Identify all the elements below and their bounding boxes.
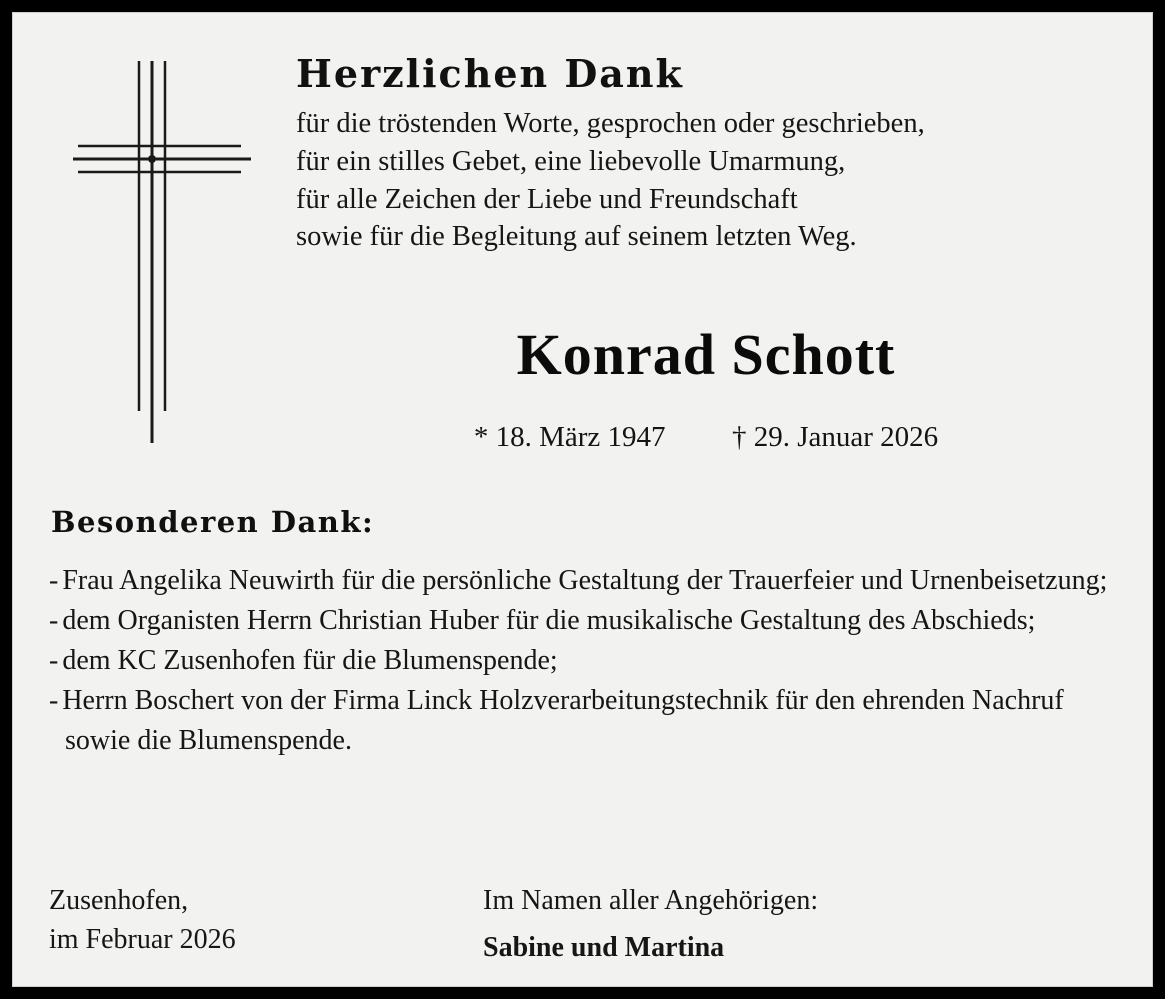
list-item-text: Herrn Boschert von der Firma Linck Holzverarbeitungstechnik für den ehrenden Nachruf sowie die Blumenspende. <box>62 685 1064 757</box>
deceased-dates <box>296 421 1116 454</box>
footer-place: Zusenhofen, <box>49 885 189 916</box>
thanks-heading: Herzlichen Dank <box>296 51 684 96</box>
birth-date: * 18. März 1947 <box>473 421 666 453</box>
list-item-text: dem KC Zusenhofen für die Blumenspende; <box>62 645 558 677</box>
cross-icon <box>73 51 273 461</box>
thanks-line: für ein stilles Gebet, eine liebevolle Umarmung, <box>296 145 846 177</box>
list-item <box>49 601 1114 641</box>
thanks-text <box>296 105 1116 257</box>
list-item <box>49 641 1114 681</box>
footer-family-block <box>483 881 818 967</box>
bullet-dash: - <box>49 685 59 717</box>
list-item <box>49 681 1114 761</box>
thanks-line: für die tröstenden Worte, gesprochen oder geschrieben, <box>296 107 925 139</box>
death-date: † 29. Januar 2026 <box>732 421 939 453</box>
footer-date: im Februar 2026 <box>49 924 236 956</box>
list-item-text: Frau Angelika Neuwirth für die persönliche Gestaltung der Trauerfeier und Urnenbeisetzung; <box>62 565 1108 596</box>
bullet-dash: - <box>49 565 59 596</box>
thanks-block <box>296 53 1116 256</box>
list-item-text: dem Organisten Herrn Christian Huber für die musikalische Gestaltung des Abschieds; <box>62 605 1036 637</box>
thanks-line: sowie für die Begleitung auf seinem letzten Weg. <box>296 221 857 253</box>
bullet-dash: - <box>49 645 59 677</box>
list-item <box>49 561 1114 601</box>
special-thanks-list <box>49 561 1114 761</box>
special-thanks-heading: Besonderen Dank: <box>51 505 375 539</box>
footer-location-block <box>49 881 236 959</box>
bullet-dash: - <box>49 605 59 637</box>
footer-on-behalf: Im Namen aller Angehörigen: <box>483 885 819 916</box>
obituary-card <box>12 12 1153 987</box>
thanks-line: für alle Zeichen der Liebe und Freundschaft <box>296 183 798 215</box>
deceased-name: Konrad Schott <box>516 322 896 387</box>
footer-family-names: Sabine und Martina <box>483 932 725 964</box>
